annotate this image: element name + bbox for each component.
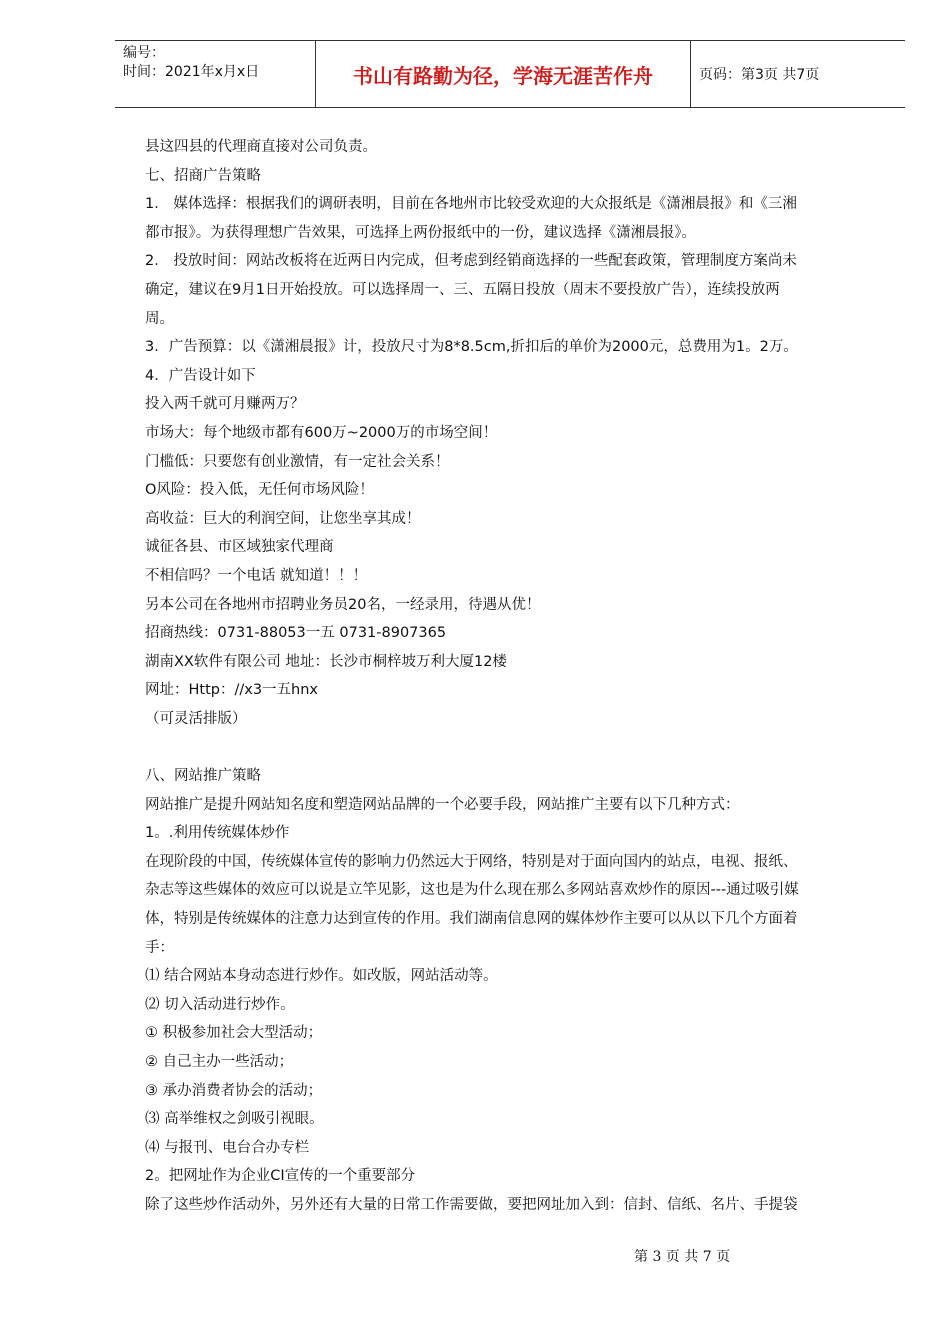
page-header <box>115 40 905 108</box>
paragraph-line: 4．广告设计如下 <box>145 367 256 384</box>
paragraph-line: 投入两千就可月赚两万？ <box>145 396 305 413</box>
paragraph-line: 网址：Http：//x3一五hnx <box>145 682 319 699</box>
paragraph-line: 湖南XX软件有限公司 地址：长沙市桐梓坡万利大厦12楼 <box>145 653 507 670</box>
paragraph-line: 1。.利用传统媒体炒作 <box>145 825 290 842</box>
paragraph-line <box>145 733 885 762</box>
paragraph-line: 不相信吗？一个电话 就知道！！！ <box>145 567 368 584</box>
paragraph-line: 1． 媒体选择：根据我们的调研表明，目前在各地州市比较受欢迎的大众报纸是《潇湘晨报》和《三湘 <box>145 196 797 213</box>
paragraph-line: 周。 <box>145 310 174 327</box>
paragraph-line: 七、招商广告策略 <box>145 167 261 184</box>
paragraph-line: 另本公司在各地州市招聘业务员20名，一经录用，待遇从优！ <box>145 596 541 613</box>
paragraph-line: 招商热线：0731-88053一五 0731-8907365 <box>145 625 447 642</box>
paragraph-line: 县这四县的代理商直接对公司负责。 <box>145 139 377 155</box>
header-motto: 书山有路勤为径，学海无涯苦作舟 <box>353 63 653 88</box>
paragraph-line: ⑶ 高举维权之剑吸引视眼。 <box>145 1111 324 1128</box>
paragraph-line: 2． 投放时间：网站改板将在近两日内完成，但考虑到经销商选择的一些配套政策，管理制度方案尚未 <box>145 253 797 270</box>
paragraph-line: 高收益：巨大的利润空间，让您坐享其成！ <box>145 510 421 527</box>
paragraph-line: ⑷ 与报刊、电台合办专栏 <box>145 1139 310 1156</box>
paragraph-line: 杂志等这些媒体的效应可以说是立竿见影，这也是为什么现在那么多网站喜欢炒作的原因---通过吸引媒 <box>145 882 799 899</box>
paragraph-line: 确定，建议在9月1日开始投放。可以选择周一、三、五隔日投放（周末不要投放广告），连续投放两 <box>145 281 780 298</box>
page-footer: 第 3 页 共 7 页 <box>634 1249 731 1265</box>
paragraph-line: 在现阶段的中国，传统媒体宣传的影响力仍然远大于网络，特别是对于面向国内的站点，电视、报纸、 <box>145 853 798 870</box>
paragraph-line: 门槛低：只要您有创业激情，有一定社会关系！ <box>145 453 450 470</box>
header-page-cell <box>691 41 905 107</box>
header-page-info: 页码：第3页 共7页 <box>699 67 820 83</box>
paragraph-line: ② 自己主办一些活动； <box>145 1054 294 1070</box>
paragraph-line: 市场大：每个地级市都有600万~2000万的市场空间！ <box>145 424 498 441</box>
paragraph-line: 都市报》。为获得理想广告效果，可选择上两份报纸中的一份，建议选择《潇湘晨报》。 <box>145 224 696 241</box>
paragraph-line: ⑴ 结合网站本身动态进行炒作。如改版，网站活动等。 <box>145 968 498 985</box>
paragraph-line: ③ 承办消费者协会的活动； <box>145 1082 323 1099</box>
paragraph-line: ⑵ 切入活动进行炒作。 <box>145 996 295 1013</box>
header-motto-cell <box>316 41 691 107</box>
paragraph-line: 诚征各县、市区域独家代理商 <box>145 539 334 556</box>
document-body <box>145 133 885 1220</box>
paragraph-line: 除了这些炒作活动外，另外还有大量的日常工作需要做，要把网址加入到：信封、信纸、名片、手提袋 <box>145 1196 798 1213</box>
document-number-label: 编号： <box>123 45 165 61</box>
paragraph-line: ① 积极参加社会大型活动； <box>145 1025 323 1042</box>
paragraph-line: 八、网站推广策略 <box>145 768 261 785</box>
paragraph-line: O风险：投入低，无任何市场风险！ <box>145 482 374 499</box>
paragraph-line: 2。把网址作为企业CI宣传的一个重要部分 <box>145 1168 416 1185</box>
paragraph-line: 手： <box>145 939 174 956</box>
document-time-label: 时间：2021年x月x日 <box>123 64 260 80</box>
header-meta-cell <box>115 41 316 107</box>
paragraph-line: 网站推广是提升网站知名度和塑造网站品牌的一个必要手段，网站推广主要有以下几种方式： <box>145 796 740 813</box>
paragraph-line: 3．广告预算：以《潇湘晨报》计，投放尺寸为8*8.5cm,折扣后的单价为2000元，总费用为1。2万。 <box>145 339 798 356</box>
paragraph-line: （可灵活排版） <box>145 710 247 727</box>
paragraph-line: 体，特别是传统媒体的注意力达到宣传的作用。我们湖南信息网的媒体炒作主要可以从以下几个方面着 <box>145 911 798 928</box>
